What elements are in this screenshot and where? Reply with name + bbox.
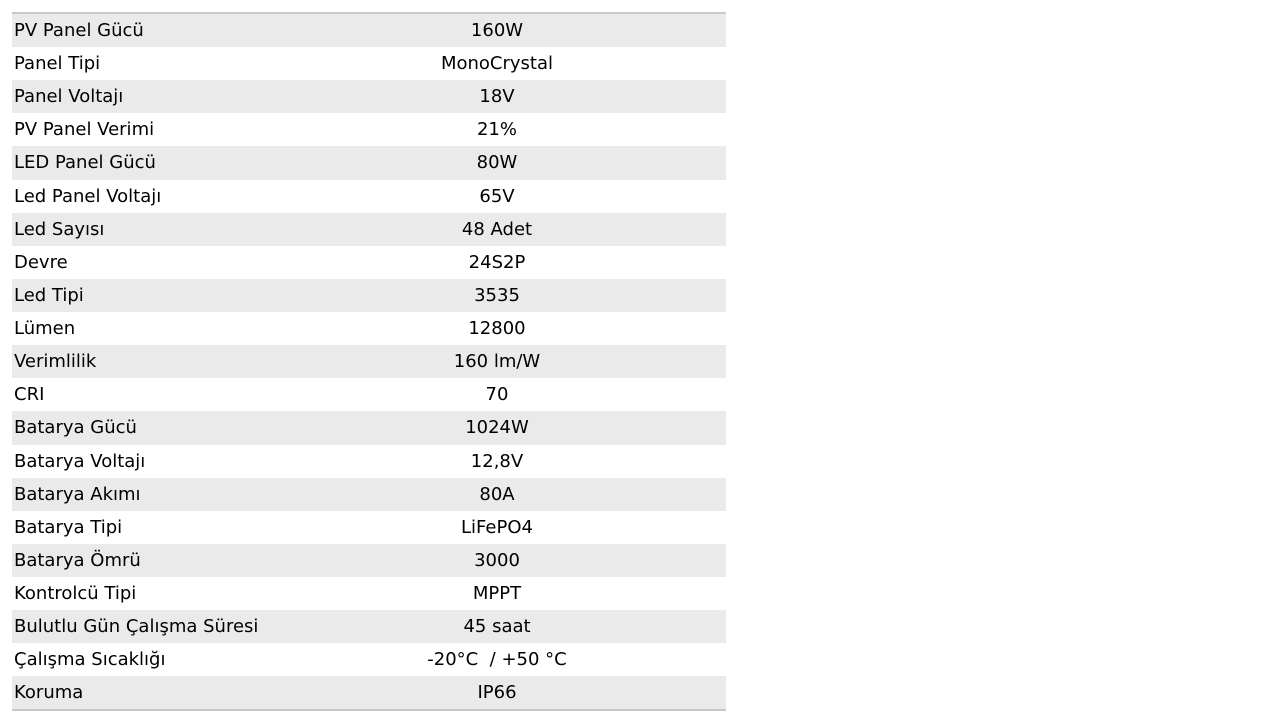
spec-label: Batarya Tipi xyxy=(14,516,123,538)
spec-value: 3535 xyxy=(474,284,520,306)
table-row xyxy=(12,312,726,345)
spec-table-body xyxy=(12,13,726,710)
table-row xyxy=(12,113,726,146)
spec-label: Bulutlu Gün Çalışma Süresi xyxy=(14,616,259,638)
spec-value: 21% xyxy=(476,119,517,141)
spec-label: Çalışma Sıcaklığı xyxy=(14,649,166,671)
table-row xyxy=(12,246,726,279)
spec-value: 48 Adet xyxy=(461,218,533,240)
spec-label: LED Panel Gücü xyxy=(14,152,156,174)
spec-label: PV Panel Verimi xyxy=(14,119,155,141)
spec-value: 24S2P xyxy=(468,251,526,273)
spec-label: Panel Tipi xyxy=(14,53,101,75)
spec-label: Led Sayısı xyxy=(14,218,105,240)
table-row xyxy=(12,511,726,544)
spec-value: MPPT xyxy=(472,583,522,605)
spec-value: 45 saat xyxy=(463,616,531,638)
table-row xyxy=(12,577,726,610)
spec-label: Panel Voltajı xyxy=(14,86,124,108)
table-row xyxy=(12,643,726,676)
table-row xyxy=(12,411,726,444)
spec-label: CRI xyxy=(14,384,45,406)
table-row xyxy=(12,80,726,113)
table-row xyxy=(12,279,726,312)
table-row xyxy=(12,13,726,47)
table-row xyxy=(12,478,726,511)
spec-value: 80A xyxy=(479,483,515,505)
spec-table xyxy=(12,12,726,711)
table-row xyxy=(12,47,726,80)
spec-value: -20°C / +50 °C xyxy=(427,649,567,671)
table-row xyxy=(12,146,726,179)
spec-value: 160W xyxy=(470,20,524,41)
spec-label: Lümen xyxy=(14,318,76,340)
spec-value: 70 xyxy=(485,384,509,406)
spec-label: Kontrolcü Tipi xyxy=(14,583,137,605)
spec-label: Verimlilik xyxy=(14,351,97,373)
table-row xyxy=(12,345,726,378)
table-row xyxy=(12,213,726,246)
spec-value: 12,8V xyxy=(470,450,524,472)
table-row xyxy=(12,610,726,643)
spec-value: 1024W xyxy=(465,417,529,439)
table-row xyxy=(12,180,726,213)
spec-value: LiFePO4 xyxy=(461,516,533,538)
spec-value: 12800 xyxy=(468,318,526,340)
spec-label: PV Panel Gücü xyxy=(14,20,144,41)
table-row xyxy=(12,676,726,710)
spec-label: Koruma xyxy=(14,682,84,704)
spec-label: Batarya Voltajı xyxy=(14,450,146,472)
spec-value: 80W xyxy=(476,152,518,174)
spec-value: 3000 xyxy=(474,549,520,571)
spec-label: Batarya Gücü xyxy=(14,417,137,439)
spec-label: Batarya Ömrü xyxy=(14,549,141,571)
spec-value: IP66 xyxy=(477,682,517,704)
spec-label: Batarya Akımı xyxy=(14,483,141,505)
table-row xyxy=(12,544,726,577)
table-row xyxy=(12,445,726,478)
spec-label: Devre xyxy=(14,251,68,273)
spec-value: 65V xyxy=(479,185,515,207)
spec-label: Led Tipi xyxy=(14,284,84,306)
spec-value: MonoCrystal xyxy=(440,53,554,75)
spec-value: 160 lm/W xyxy=(453,351,541,373)
table-row xyxy=(12,378,726,411)
spec-value: 18V xyxy=(479,86,515,108)
spec-label: Led Panel Voltajı xyxy=(14,185,162,207)
